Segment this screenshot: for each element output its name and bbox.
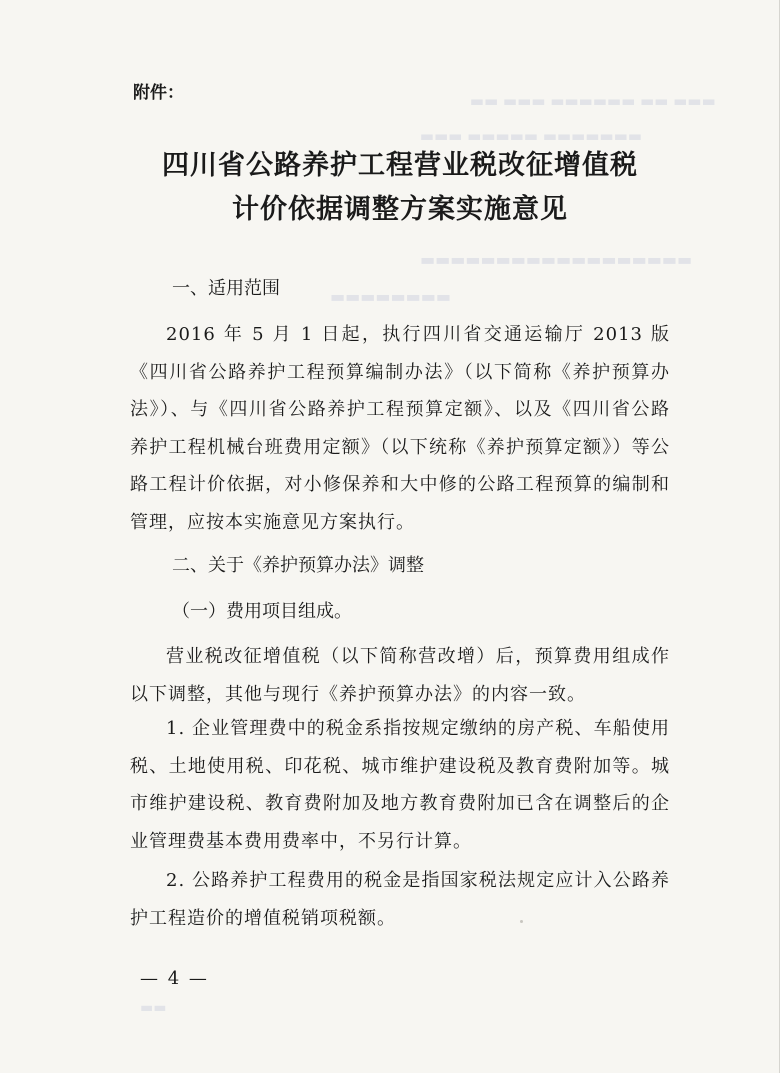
section-2-heading: 二、关于《养护预算办法》调整	[172, 555, 424, 576]
bleed-through-text: ▬▬▬▬▬▬▬ ▬▬▬▬▬ ▬▬▬	[420, 127, 643, 145]
attachment-label: 附件：	[133, 83, 184, 103]
scan-speck	[520, 920, 523, 923]
section-2-subheading: （一）费用项目组成。	[172, 601, 352, 622]
section-2-item-1: 1. 企业管理费中的税金系指按规定缴纳的房产税、车船使用税、土地使用税、印花税、城市维护建设税及教育费附加等。城市维护建设税、教育费附加及地方教育费附加已含在调整后的企业管理费基本费用费率中，不另行计算。	[130, 718, 670, 852]
bleed-through-text: ▬▬▬ ▬▬ ▬▬▬▬▬▬ ▬▬▬ ▬▬	[470, 92, 716, 110]
section-1-paragraph: 2016 年 5 月 1 日起，执行四川省交通运输厅 2013 版《四川省公路养护工程预算编制办法》（以下简称《养护预算办法》）、与《四川省公路养护工程预算定额》、以及《四川省公路养护工程机械台班费用定额》（以下统称《养护预算定额》）等公路工程计价依据，对小修保养和大中修的公路工程预算的编制和管理，应按本实施意见方案执行。	[130, 324, 670, 533]
bleed-through-text: ▬▬	[140, 1000, 167, 1016]
document-title-line-1: 四川省公路养护工程营业税改征增值税	[162, 150, 638, 181]
document-title-line-2: 计价依据调整方案实施意见	[232, 194, 568, 225]
section-1-heading: 一、适用范围	[172, 278, 280, 299]
section-2-item-2: 2. 公路养护工程费用的税金是指国家税法规定应计入公路养护工程造价的增值税销项税额。	[130, 870, 670, 929]
section-2-intro-paragraph: 营业税改征增值税（以下简称营改增）后，预算费用组成作以下调整，其他与现行《养护预算办法》的内容一致。	[130, 646, 670, 705]
bleed-through-text: ▬▬▬▬▬▬▬▬▬▬▬▬▬▬▬▬▬▬	[420, 250, 693, 269]
page-number: — 4 —	[140, 968, 209, 989]
bleed-through-text: ▬▬▬▬▬▬▬▬	[330, 287, 451, 306]
